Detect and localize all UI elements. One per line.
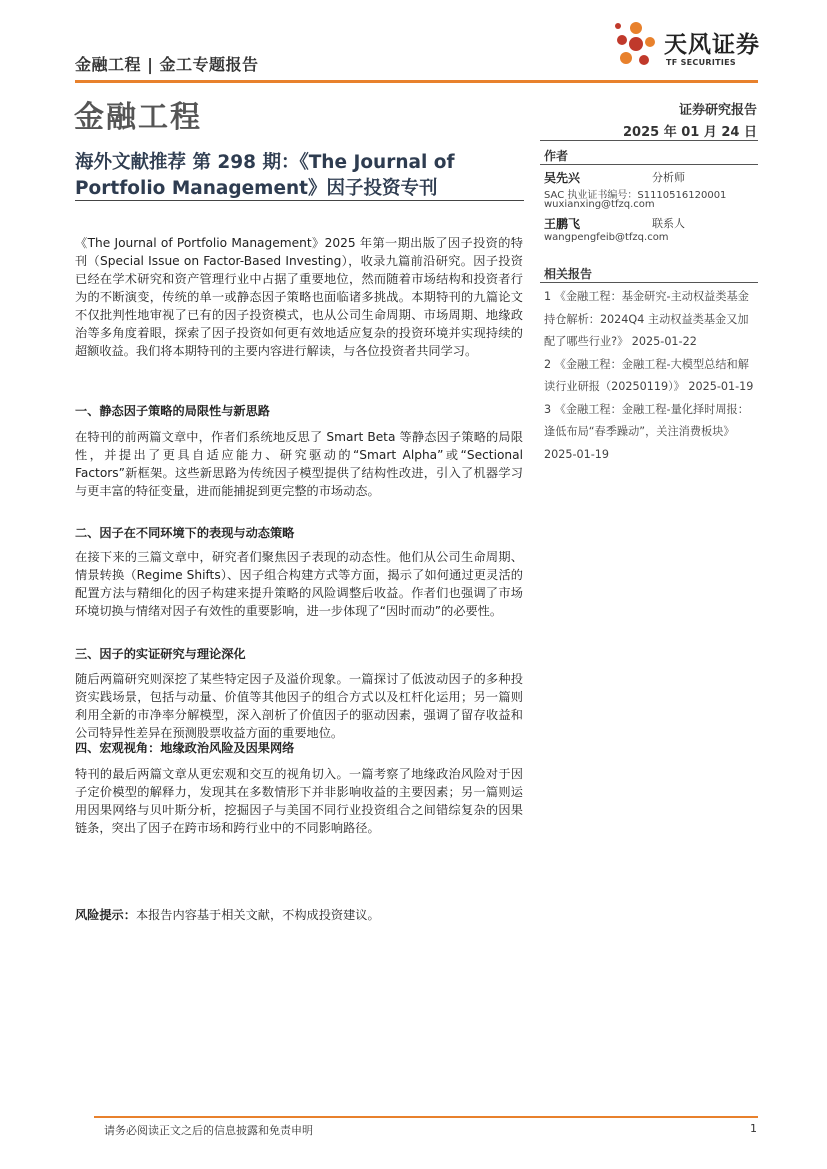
section-3-body [75, 670, 523, 742]
company-logo [612, 20, 762, 70]
section-2-body [75, 548, 523, 620]
intro-text: 《The Journal of Portfolio Management》2025 年第一期出版了因子投资的特刊（Special Issue on Factor-Based Investing），收录九篇前沿研究。因子投资已经在学术研究和资产管理行业中占据了重要地位，然而随着市场结构和投资者行为的不断演变，传统的单一或静态因子策略也面临诸多挑战。本期特刊的九篇论文不仅批判性地审视了已有的因子投资模式，也从公司生命周期、市场周期、地缘政治等多角度着眼，探索了因子投资如何更有效地适应复杂的投资环境并实现持续的超额收益。我们将本期特刊的主要内容进行解读，与各位投资者共同学习。 [75, 236, 523, 358]
logo-text-en: TF SECURITIES [666, 58, 736, 67]
risk-text: 本报告内容基于相关文献，不构成投资建议。 [135, 908, 380, 922]
related-report-item[interactable]: 3 《金融工程：金融工程-量化择时周报：逢低布局“春季躁动”，关注消费板块》 2025-01-19 [544, 402, 749, 461]
author-1-role: 分析师 [652, 171, 685, 184]
logo-mark-icon [612, 20, 662, 70]
section-2-heading: 二、因子在不同环境下的表现与动态策略 [75, 526, 295, 540]
author-1 [544, 169, 685, 186]
author-1-email[interactable]: wuxianxing@tfzq.com [544, 199, 655, 210]
author-2-email[interactable]: wangpengfeib@tfzq.com [544, 232, 669, 243]
risk-notice [75, 906, 380, 923]
header-section-title: 金融工程 | 金工专题报告 [75, 55, 259, 74]
page-title: 金融工程 [74, 100, 202, 135]
section-3-heading: 三、因子的实证研究与理论深化 [75, 647, 246, 661]
report-date: 2025 年 01 月 24 日 [623, 125, 757, 140]
title-divider [75, 200, 524, 201]
section-1-heading: 一、静态因子策略的局限性与新思路 [75, 404, 270, 418]
report-type-label: 证券研究报告 [678, 103, 757, 118]
risk-label: 风险提示： [75, 908, 136, 922]
section-3-text: 随后两篇研究则深挖了某些特定因子及溢价现象。一篇探讨了低波动因子的多种投资实践场景，包括与动量、价值等其他因子的组合方式以及杠杆化运用；另一篇则利用全新的市净率分解模型，深入剖析了价值因子的驱动因素，强调了留存收益和公司特异性差异在预测股票收益方面的重要地位。 [75, 672, 523, 740]
footer-divider [94, 1116, 758, 1118]
header-divider [75, 80, 758, 83]
author-2-role: 联系人 [652, 217, 685, 230]
related-reports-list [544, 286, 758, 466]
sidebar-divider-top [540, 140, 758, 141]
related-reports-heading: 相关报告 [544, 267, 593, 281]
author-2-name: 王鹏飞 [544, 217, 581, 231]
author-1-name: 吴先兴 [544, 171, 581, 185]
section-1-body [75, 428, 523, 500]
author-1-cert: SAC 执业证书编号：S1110516120001 [544, 190, 727, 201]
section-4-heading: 四、宏观视角：地缘政治风险及因果网络 [75, 741, 295, 755]
authors-divider [540, 164, 758, 165]
section-2-text: 在接下来的三篇文章中，研究者们聚焦因子表现的动态性。他们从公司生命周期、情景转换（Regime Shifts）、因子组合构建方式等方面，揭示了如何通过更灵活的配置方法与精细化的因子构建来提升策略的风险调整后收益。作者们也强调了市场环境切换与情绪对因子有效性的重要影响，进一步体现了“因时而动”的必要性。 [75, 550, 523, 618]
section-4-body [75, 765, 523, 837]
related-divider [540, 282, 758, 283]
logo-text-cn: 天风证券 [664, 32, 760, 58]
section-1-text: 在特刊的前两篇文章中，作者们系统地反思了 Smart Beta 等静态因子策略的局限性，并提出了更具自适应能力、研究驱动的“Smart Alpha”或“Sectional Factors”新框架。这些新思路为传统因子模型提供了结构性改进，引入了机器学习与更丰富的特征变量，进而能捕捉到更完整的市场动态。 [75, 430, 523, 498]
intro-paragraph [75, 234, 523, 360]
related-report-item[interactable]: 1 《金融工程：基金研究-主动权益类基金持仓解析：2024Q4 主动权益类基金又加配了哪些行业?》 2025-01-22 [544, 290, 749, 348]
page-number: 1 [750, 1122, 757, 1135]
related-report-item[interactable]: 2 《金融工程：金融工程-大模型总结和解读行业研报（20250119）》 2025-01-19 [544, 357, 754, 393]
section-4-text: 特刊的最后两篇文章从更宏观和交互的视角切入。一篇考察了地缘政治风险对于因子定价模型的解释力，发现其在多数情形下并非影响收益的主要因素；另一篇则运用因果网络与贝叶斯分析，挖掘因子与美国不同行业投资组合之间错综复杂的因果链条，突出了因子在跨市场和跨行业中的不同影响路径。 [75, 767, 523, 835]
footer-disclaimer: 请务必阅读正文之后的信息披露和免责申明 [104, 1124, 313, 1137]
author-2 [544, 215, 685, 232]
report-main-title: 海外文献推荐 第 298 期：《The Journal of Portfolio Management》因子投资专刊 [75, 152, 455, 199]
authors-heading: 作者 [544, 149, 569, 163]
